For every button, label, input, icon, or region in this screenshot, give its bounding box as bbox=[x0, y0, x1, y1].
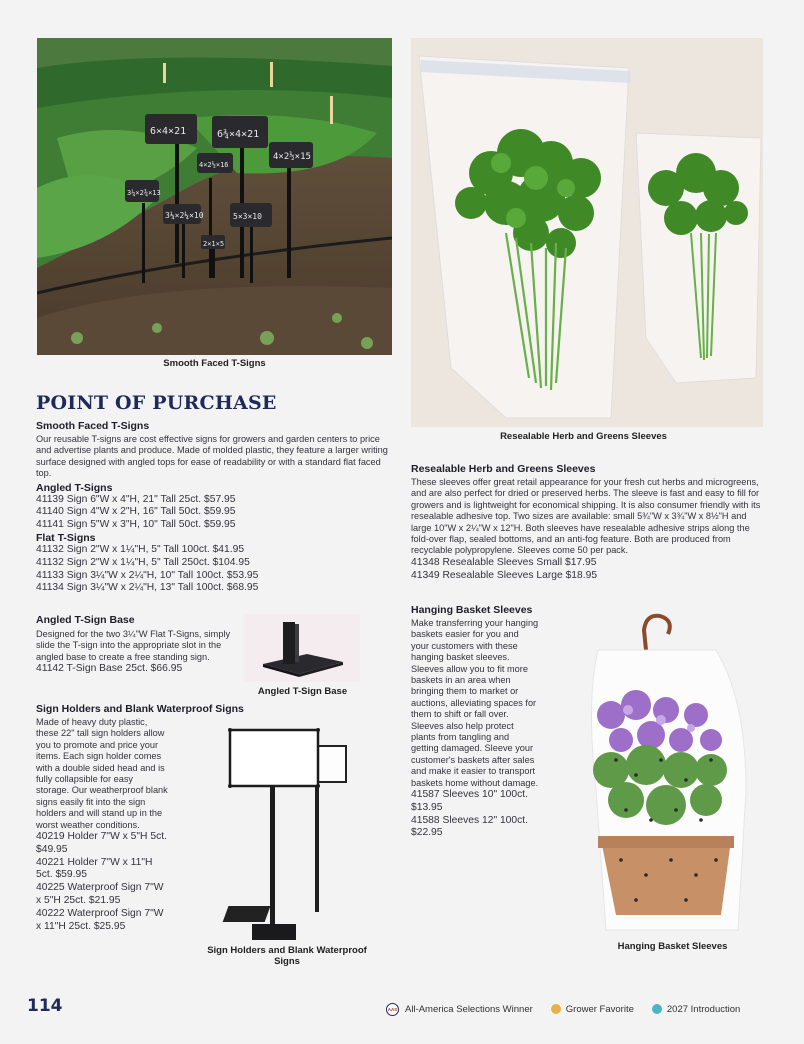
sign-holders-photo bbox=[222, 726, 354, 944]
legend-grower-label: Grower Favorite bbox=[565, 1003, 634, 1015]
herb-body: These sleeves offer great retail appearance for your fresh cut herbs and microgreens, and are also perfect for dried or preserved herbs. The sleeve is fast and easy to fill for growers and is lightweight for economical shipping. It is also consumer friendly with its resealable adhesive top. Two sizes are available: small 5¾"W x 3¾"W x 8½"H and large 10"W x 2¼"W x 12"H. Both sleeves have resealable adhesive strips along the fold-over flap, sealed bottoms, and an anti-fog feature. Both are produced from recyclable polypropylene. Sleeves come 50 per pack. bbox=[411, 477, 761, 556]
smooth-section bbox=[36, 420, 392, 595]
aas-badge-text: AAS bbox=[387, 1006, 398, 1012]
product-line: 41141 Sign 5"W x 3"H, 10" Tall 50ct. $59.95 bbox=[36, 519, 236, 531]
aas-winner-icon bbox=[386, 1003, 399, 1016]
page-title: POINT OF PURCHASE bbox=[36, 392, 277, 414]
legend-aas-label: All-America Selections Winner bbox=[405, 1003, 533, 1015]
product-line: 40222 Waterproof Sign 7"W x 11"H 25ct. $25.95 bbox=[36, 907, 164, 932]
product-line: 41134 Sign 3¼"W x 2¼"H, 13" Tall 100ct. $68.95 bbox=[36, 582, 259, 594]
sign-holders-caption: Sign Holders and Blank Waterproof Signs bbox=[207, 945, 367, 967]
base-section bbox=[36, 614, 236, 676]
basket-sleeves-photo bbox=[566, 610, 756, 935]
product-line: 41587 Sleeves 10" 100ct. $13.95 bbox=[411, 789, 529, 813]
product-line: 41133 Sign 3¼"W x 2¼"H, 10" Tall 100ct. $53.95 bbox=[36, 569, 259, 581]
sign-label: 4×2½×15 bbox=[273, 152, 311, 162]
herb-sleeves-photo bbox=[411, 38, 763, 427]
angled-base-photo bbox=[245, 614, 360, 682]
basket-section bbox=[411, 604, 539, 840]
introduction-icon bbox=[652, 1004, 662, 1014]
sign-label: 3¼×2¼×10 bbox=[165, 211, 204, 220]
product-line: 41132 Sign 2"W x 1¼"H, 5" Tall 100ct. $41.95 bbox=[36, 544, 245, 556]
sign-label: 2×1×5 bbox=[203, 240, 225, 248]
smooth-signs-photo bbox=[37, 38, 392, 355]
smooth-body: Our reusable T-signs are cost effective signs for growers and garden centers to price and advertise plants and produce. Made of molded plastic, they feature a larger writing surface designed with angled tops for ease of readability or with a standard flat faced top. bbox=[36, 434, 388, 479]
grower-favorite-icon bbox=[551, 1004, 561, 1014]
angled-base-caption: Angled T-Sign Base bbox=[257, 686, 348, 697]
legend bbox=[386, 1002, 740, 1016]
product-line: 41142 T-Sign Base 25ct. $66.95 bbox=[36, 663, 183, 675]
flat-heading: Flat T-Signs bbox=[36, 532, 96, 545]
page-number: 114 bbox=[27, 996, 63, 1016]
product-line: 41140 Sign 4"W x 2"H, 16" Tall 50ct. $59.95 bbox=[36, 506, 236, 518]
herb-sleeves-caption: Resealable Herb and Greens Sleeves bbox=[500, 431, 667, 442]
holders-heading-wrap bbox=[36, 703, 386, 715]
base-heading: Angled T-Sign Base bbox=[36, 614, 135, 626]
product-line: 41588 Sleeves 12" 100ct. $22.95 bbox=[411, 814, 529, 839]
product-line: 41139 Sign 6"W x 4"H, 21" Tall 25ct. $57.95 bbox=[36, 493, 236, 505]
basket-heading: Hanging Basket Sleeves bbox=[411, 604, 533, 616]
sign-label: 5×3×10 bbox=[233, 212, 262, 221]
product-line: 41132 Sign 2"W x 1¼"H, 5" Tall 250ct. $104.95 bbox=[36, 556, 250, 568]
sign-label: 6×4×21 bbox=[150, 126, 187, 137]
basket-body: Make transferring your hanging baskets easier for you and your customers with these hanging basket sleeves. Sleeves allow you to fit more baskets in an area when bringing them to market or auctions, alleviating spaces for them to shift or fall over. Sleeves also help protect plants from tangling and getting damaged. Sleeve your customer's baskets after sales and make it easier to transport baskets home without damage. bbox=[411, 618, 539, 788]
sign-label: 6¾×4×21 bbox=[217, 129, 260, 140]
product-line: 41348 Resealable Sleeves Small $17.95 bbox=[411, 556, 597, 568]
base-body: Designed for the two 3¼"W Flat T-Signs, simply slide the T-sign into the appropriate slot in the angled base to create a free standing sign. bbox=[36, 629, 231, 662]
sign-label: 4×2½×16 bbox=[199, 161, 229, 169]
product-line: 41349 Resealable Sleeves Large $18.95 bbox=[411, 569, 598, 581]
product-line: 40219 Holder 7"W x 5"H 5ct. $49.95 bbox=[36, 831, 167, 855]
basket-sleeves-caption: Hanging Basket Sleeves bbox=[617, 941, 728, 952]
smooth-signs-caption: Smooth Faced T-Signs bbox=[163, 358, 266, 369]
product-line: 40221 Holder 7"W x 11"H 5ct. $59.95 bbox=[36, 856, 153, 881]
herb-section bbox=[411, 463, 763, 582]
product-line: 40225 Waterproof Sign 7"W x 5"H 25ct. $21.95 bbox=[36, 882, 164, 907]
herb-heading: Resealable Herb and Greens Sleeves bbox=[411, 463, 596, 475]
sign-label: 3¼×2¾×13 bbox=[127, 189, 161, 197]
angled-heading: Angled T-Signs bbox=[36, 481, 113, 494]
smooth-heading: Smooth Faced T-Signs bbox=[36, 420, 150, 432]
holders-heading: Sign Holders and Blank Waterproof Signs bbox=[36, 703, 244, 715]
holders-body: Made of heavy duty plastic, these 22" tall sign holders allow you to promote and price your items. Each sign holder comes with a double sided head and is fully collapsible for easy storage. Our weatherproof blank signs easily fit into the sign holders and will stand up in the worst weather conditions. bbox=[36, 717, 168, 830]
legend-intro-label: 2027 Introduction bbox=[666, 1003, 741, 1015]
holders-section bbox=[36, 717, 168, 933]
